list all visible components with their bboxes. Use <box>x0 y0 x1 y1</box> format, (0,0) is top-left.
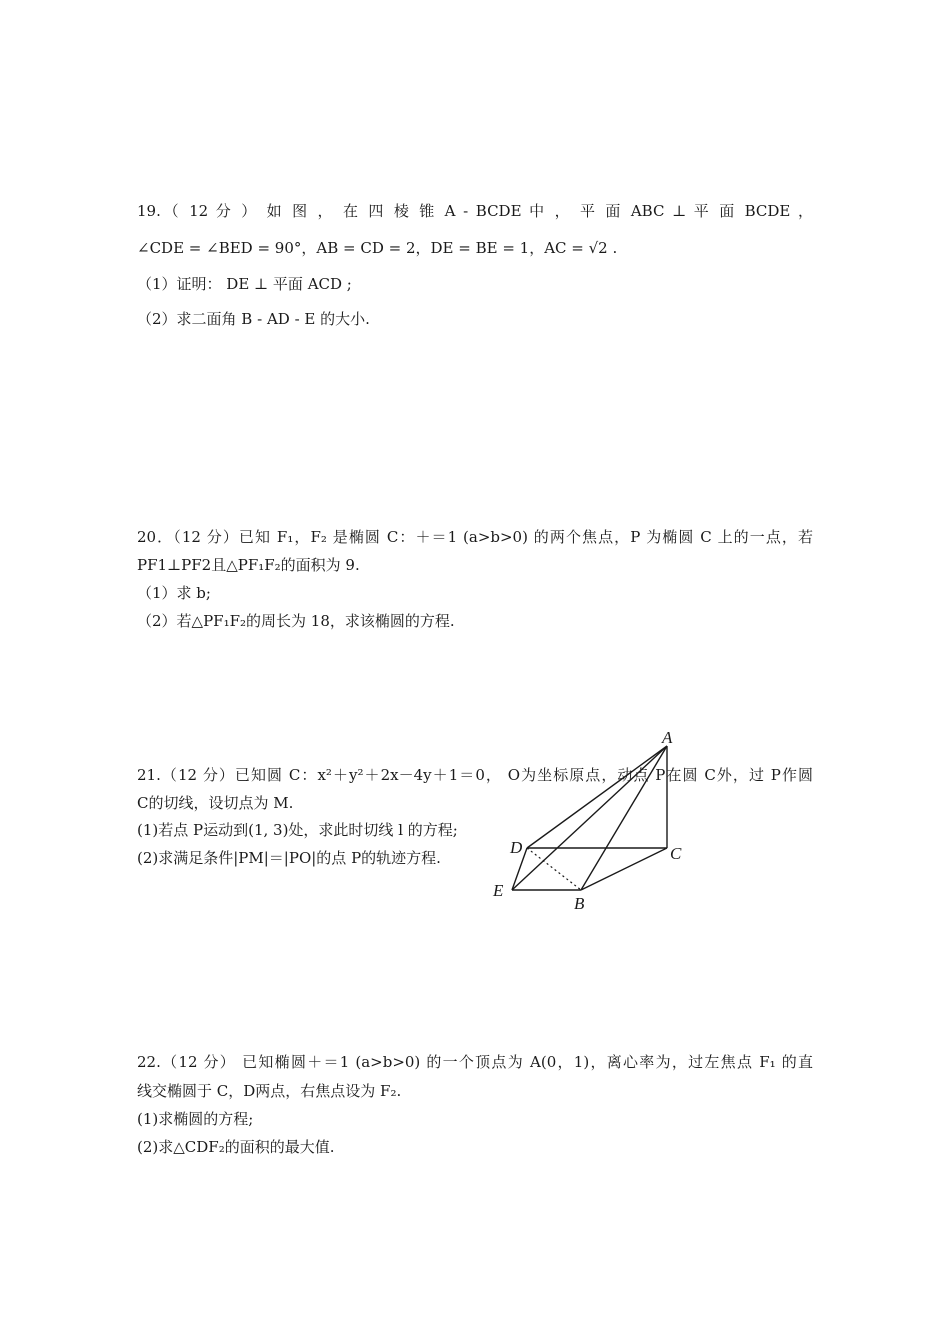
edge-AD <box>527 746 667 848</box>
q21-part2: (2)求满足条件|PM|＝|PO|的点 P的轨迹方程. <box>137 849 441 867</box>
label-E: E <box>493 881 504 900</box>
q20-stem-line1: 20．（12 分）已知 F₁，F₂ 是椭圆 C：＋＝1 (a>b>0) 的两个焦点，P 为椭圆 C 上的一点，若 <box>137 528 813 546</box>
label-A: A <box>662 728 673 747</box>
q19-part2: （2）求二面角 B - AD - E 的大小. <box>137 310 370 328</box>
q19-part1: （1）证明： DE ⊥ 平面 ACD ; <box>137 275 352 293</box>
q22-part1: (1)求椭圆的方程; <box>137 1110 254 1128</box>
q20-part1: （1）求 b; <box>137 584 211 602</box>
q19-stem-line2: ∠CDE = ∠BED = 90°，AB = CD = 2，DE = BE = 1，AC = √2 . <box>137 239 618 257</box>
q22-stem-line1: 22.（12 分） 已知椭圆＋＝1 (a>b>0) 的一个顶点为 A(0，1)，离心率为，过左焦点 F₁ 的直 <box>137 1053 813 1071</box>
q20-stem-line2: PF1⊥PF2且△PF₁F₂的面积为 9. <box>137 556 360 574</box>
q21-stem-line1: 21.（12 分）已知圆 C：x²＋y²＋2x－4y＋1＝0， O为坐标原点，动点 P在圆 C外，过 P作圆 <box>137 766 813 784</box>
q21-stem-line2: C的切线，设切点为 M. <box>137 794 294 812</box>
q22-part2: (2)求△CDF₂的面积的最大值. <box>137 1138 335 1156</box>
label-B: B <box>574 894 585 913</box>
q21-part1: (1)若点 P运动到(1, 3)处，求此时切线 l 的方程; <box>137 821 458 839</box>
label-C: C <box>670 844 682 863</box>
edge-AE <box>512 746 667 890</box>
label-D: D <box>510 838 523 857</box>
q19-stem-line1: 19.（ 12 分 ） 如 图 ， 在 四 棱 锥 A - BCDE 中 ， 平 面 ABC ⊥ 平 面 BCDE ， <box>137 202 813 220</box>
q22-stem-line2: 线交椭圆于 C，D两点，右焦点设为 F₂. <box>137 1082 402 1100</box>
q20-part2: （2）若△PF₁F₂的周长为 18，求该椭圆的方程. <box>137 612 455 630</box>
